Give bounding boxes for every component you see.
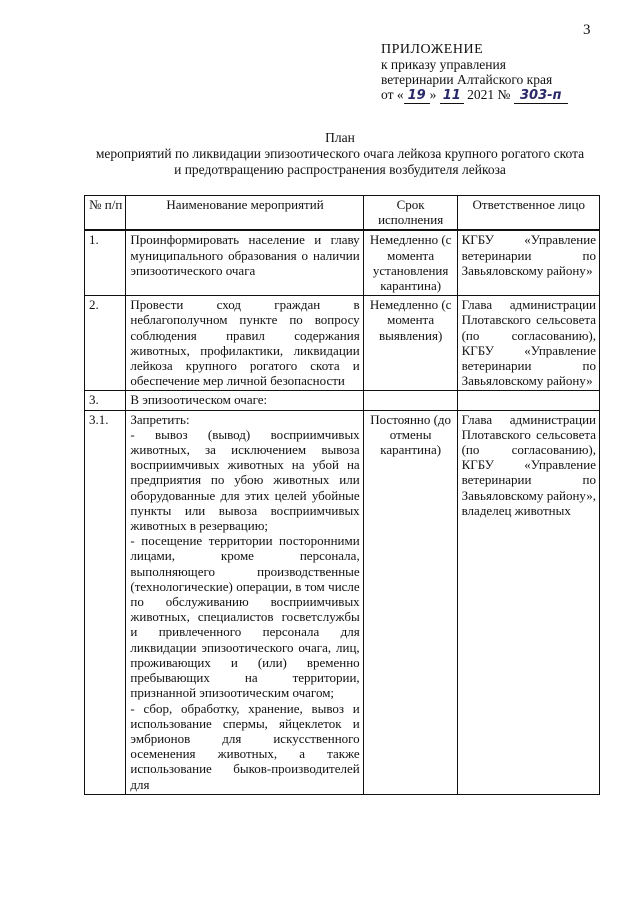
row-responsible: КГБУ «Управление ветеринарии по Завьяловскому району» [457, 230, 599, 295]
row-num: 3.1. [85, 410, 126, 794]
row-num: 2. [85, 296, 126, 391]
appendix-date-line [381, 87, 568, 104]
action-item: - вывоз (вывод) восприимчивых животных, за исключением вывоза восприимчивых животных на убой на предприятия по убою животных или оборудованные для этих целей убойные пункты или вывоза восприимчивых животных в резервацию; [130, 426, 360, 534]
action-intro: Запретить: [130, 411, 190, 427]
row-term: Немедленно (с момента установления карантина) [363, 230, 457, 295]
header-num: № п/п [85, 196, 126, 231]
title-heading: План [325, 130, 355, 145]
row-term: Немедленно (с момента выявления) [363, 296, 457, 391]
row-term: Постоянно (до отмены карантина) [363, 410, 457, 794]
appendix-header [381, 42, 568, 104]
header-action: Наименование мероприятий [126, 196, 363, 231]
handwritten-day: 19 [404, 88, 430, 104]
table-row [85, 391, 600, 410]
row-num: 1. [85, 230, 126, 295]
action-item: - посещение территории посторонними лицами, кроме персонала, выполняющего производственные (технологические) операции, в том числе по обслуживанию восприимчивых животных, специалистов госветслужбы и привлеченного персонала для ликвидации эпизоотического очага, лиц, проживающих и (или) временно пребывающих на территории, признанной эпизоотическим очагом; [130, 533, 360, 701]
date-year-no: 2021 № [463, 87, 514, 102]
appendix-line-1: к приказу управления [381, 57, 506, 72]
table-row [85, 410, 600, 794]
table-row [85, 296, 600, 391]
row-responsible: Глава администрации Плотавского сельсовета (по согласованию), КГБУ «Управление ветеринарии по Завьяловскому району», владелец животных [457, 410, 599, 794]
title-line-1: мероприятий по ликвидации эпизоотического очага лейкоза крупного рогатого скота [95, 146, 585, 161]
title-line-2: и предотвращению распространения возбудителя лейкоза [174, 162, 506, 177]
handwritten-number: 303-п [514, 88, 568, 104]
row-num: 3. [85, 391, 126, 410]
row-action [126, 410, 363, 794]
appendix-line-2: ветеринарии Алтайского края [381, 72, 553, 87]
row-responsible [457, 391, 599, 410]
appendix-title: ПРИЛОЖЕНИЕ [381, 42, 484, 57]
page-number: 3 [583, 22, 591, 38]
header-term: Срок исполнения [363, 196, 457, 231]
document-title [60, 130, 620, 178]
handwritten-month: 11 [440, 88, 464, 104]
row-responsible: Глава администрации Плотавского сельсовета (по согласованию), КГБУ «Управление ветеринарии по Завьяловскому району» [457, 296, 599, 391]
header-responsible: Ответственное лицо [457, 196, 599, 231]
row-action: Провести сход граждан в неблагополучном пункте по вопросу соблюдения правил содержания животных, профилактики, ликвидации лейкоза крупного рогатого скота и обеспечение мер личной безопасности [126, 296, 363, 391]
row-term [363, 391, 457, 410]
measures-table [84, 195, 600, 795]
table-header-row [85, 196, 600, 231]
date-mid: » [429, 87, 440, 102]
date-prefix: от « [381, 87, 404, 102]
row-action: Проинформировать население и главу муниципального образования о наличии эпизоотического очага [126, 230, 363, 295]
table-row [85, 230, 600, 295]
row-action: В эпизоотическом очаге: [126, 391, 363, 410]
action-item: - сбор, обработку, хранение, вывоз и использование спермы, яйцеклеток и эмбрионов для искусственного осеменения животных, а также использование быков-производителей для [130, 700, 360, 792]
